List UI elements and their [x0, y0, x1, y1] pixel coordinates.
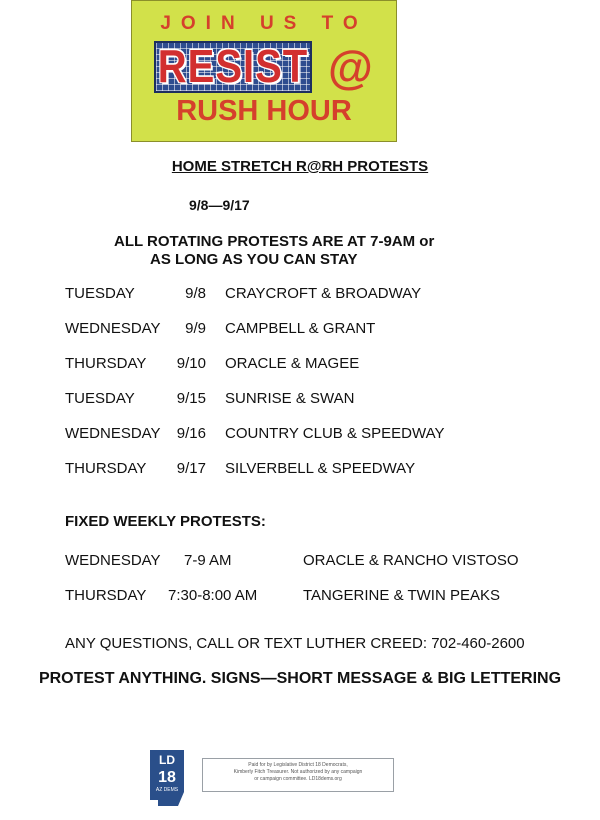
schedule-location: ORACLE & MAGEE — [225, 355, 360, 372]
resist-banner — [131, 0, 397, 142]
schedule-date: 9/17 — [176, 460, 206, 477]
fixed-time: 7-9 AM — [184, 552, 232, 569]
fixed-day: THURSDAY — [65, 587, 147, 604]
schedule-row — [0, 460, 600, 480]
logo-number: 18 — [158, 769, 176, 786]
schedule-location: SUNRISE & SWAN — [225, 390, 355, 407]
banner-at-sign: @ — [328, 41, 373, 93]
rotating-note — [114, 233, 454, 269]
fixed-day: WEDNESDAY — [65, 552, 161, 569]
rotating-note-line2: AS LONG AS YOU CAN STAY — [150, 251, 358, 268]
schedule-location: SILVERBELL & SPEEDWAY — [225, 460, 416, 477]
disclaimer-line: or campaign committee. LD18dems.org — [254, 776, 342, 782]
logo-ld-text: LD — [159, 753, 175, 767]
schedule-date: 9/8 — [185, 285, 206, 302]
resist-word: RESIST — [157, 41, 309, 92]
ld18-logo — [148, 748, 188, 808]
contact-line: ANY QUESTIONS, CALL OR TEXT LUTHER CREED: 702-460-2600 — [65, 635, 525, 652]
schedule-day: THURSDAY — [65, 460, 147, 477]
logo-subtext: AZ DEMS — [155, 787, 179, 793]
schedule-date: 9/10 — [176, 355, 206, 372]
banner-join-text: JOIN US TO — [160, 13, 368, 34]
date-range: 9/8—9/17 — [189, 197, 250, 213]
fixed-time: 7:30-8:00 AM — [168, 587, 258, 604]
fixed-location: ORACLE & RANCHO VISTOSO — [303, 552, 519, 569]
schedule-row — [0, 320, 600, 340]
banner-rush-hour: RUSH HOUR — [176, 95, 352, 127]
schedule-date: 9/9 — [185, 320, 206, 337]
fixed-location: TANGERINE & TWIN PEAKS — [303, 587, 500, 604]
schedule-date: 9/15 — [176, 390, 206, 407]
fixed-protests-heading: FIXED WEEKLY PROTESTS: — [65, 513, 266, 530]
schedule-day: TUESDAY — [65, 390, 135, 407]
page-title: HOME STRETCH R@RH PROTESTS — [171, 158, 429, 175]
schedule-day: WEDNESDAY — [65, 320, 161, 337]
schedule-day: THURSDAY — [65, 355, 147, 372]
schedule-day: WEDNESDAY — [65, 425, 161, 442]
paid-for-disclaimer — [202, 758, 394, 792]
rotating-note-line1: ALL ROTATING PROTESTS ARE AT 7-9AM or — [114, 233, 435, 250]
schedule-location: COUNTRY CLUB & SPEEDWAY — [225, 425, 445, 442]
resist-logo — [154, 41, 312, 93]
schedule-row — [0, 355, 600, 375]
schedule-day: TUESDAY — [65, 285, 135, 302]
disclaimer-line: Paid for by Legislative District 18 Democrats, — [248, 762, 348, 768]
schedule-location: CAMPBELL & GRANT — [225, 320, 376, 337]
disclaimer-line: Kimberly Fitch Treasurer. Not authorized by any campaign — [233, 769, 363, 775]
schedule-row — [0, 390, 600, 410]
schedule-row — [0, 285, 600, 305]
schedule-row — [0, 425, 600, 445]
schedule-location: CRAYCROFT & BROADWAY — [225, 285, 422, 302]
fixed-protest-row — [0, 552, 600, 572]
fixed-protest-row — [0, 587, 600, 607]
slogan: PROTEST ANYTHING. SIGNS—SHORT MESSAGE & BIG LETTERING — [38, 670, 562, 687]
schedule-date: 9/16 — [176, 425, 206, 442]
